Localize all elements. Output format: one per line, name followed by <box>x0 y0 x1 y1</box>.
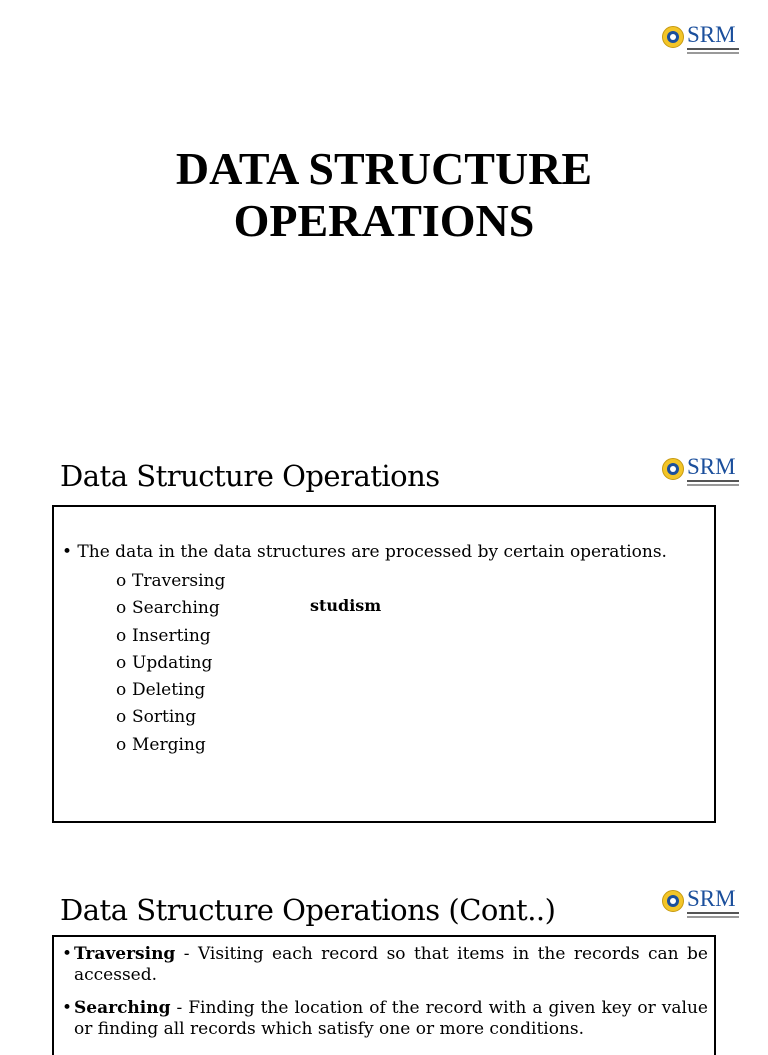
srm-logo <box>662 888 739 918</box>
srm-seal-icon <box>662 458 684 480</box>
definitions-box <box>52 935 716 1055</box>
list-item: o Deleting <box>116 680 206 701</box>
definition-traversing: • Traversing - Visiting each record so that items in the records can be accessed. <box>62 944 708 985</box>
list-item: o Merging <box>116 734 206 755</box>
slide3-heading: Data Structure Operations (Cont..) <box>60 893 556 927</box>
term-label: Searching <box>74 998 171 1018</box>
definition-searching: • Searching - Finding the location of the record with a given key or value or finding all records which satisfy one or more conditions. <box>62 998 708 1039</box>
title-line-2: OPERATIONS <box>233 195 535 246</box>
srm-logo <box>662 24 739 54</box>
srm-seal-icon <box>662 26 684 48</box>
slide-title <box>0 143 768 247</box>
slide2-heading: Data Structure Operations <box>60 459 440 493</box>
srm-brand-text: SRM <box>687 886 736 911</box>
list-item: o Updating <box>116 652 213 673</box>
srm-brand-text: SRM <box>687 22 736 47</box>
srm-seal-icon <box>662 890 684 912</box>
term-description: - Visiting each record so that items in the records can be accessed. <box>74 944 708 985</box>
term-description: - Finding the location of the record with a given key or value or finding all records which satisfy one or more conditions. <box>74 998 708 1039</box>
list-item: o Traversing <box>116 571 226 591</box>
list-item: o Searching <box>116 598 220 619</box>
operations-box <box>52 505 716 823</box>
list-item: o Sorting <box>116 707 197 728</box>
intro-text: • The data in the data structures are processed by certain operations. <box>62 542 667 562</box>
srm-logo <box>662 456 739 486</box>
srm-brand-text: SRM <box>687 454 736 479</box>
operations-list <box>116 568 225 759</box>
title-line-1: DATA STRUCTURE <box>175 143 593 194</box>
watermark-text: studism <box>310 596 382 615</box>
term-label: Traversing <box>74 944 176 964</box>
list-item: o Inserting <box>116 625 211 646</box>
